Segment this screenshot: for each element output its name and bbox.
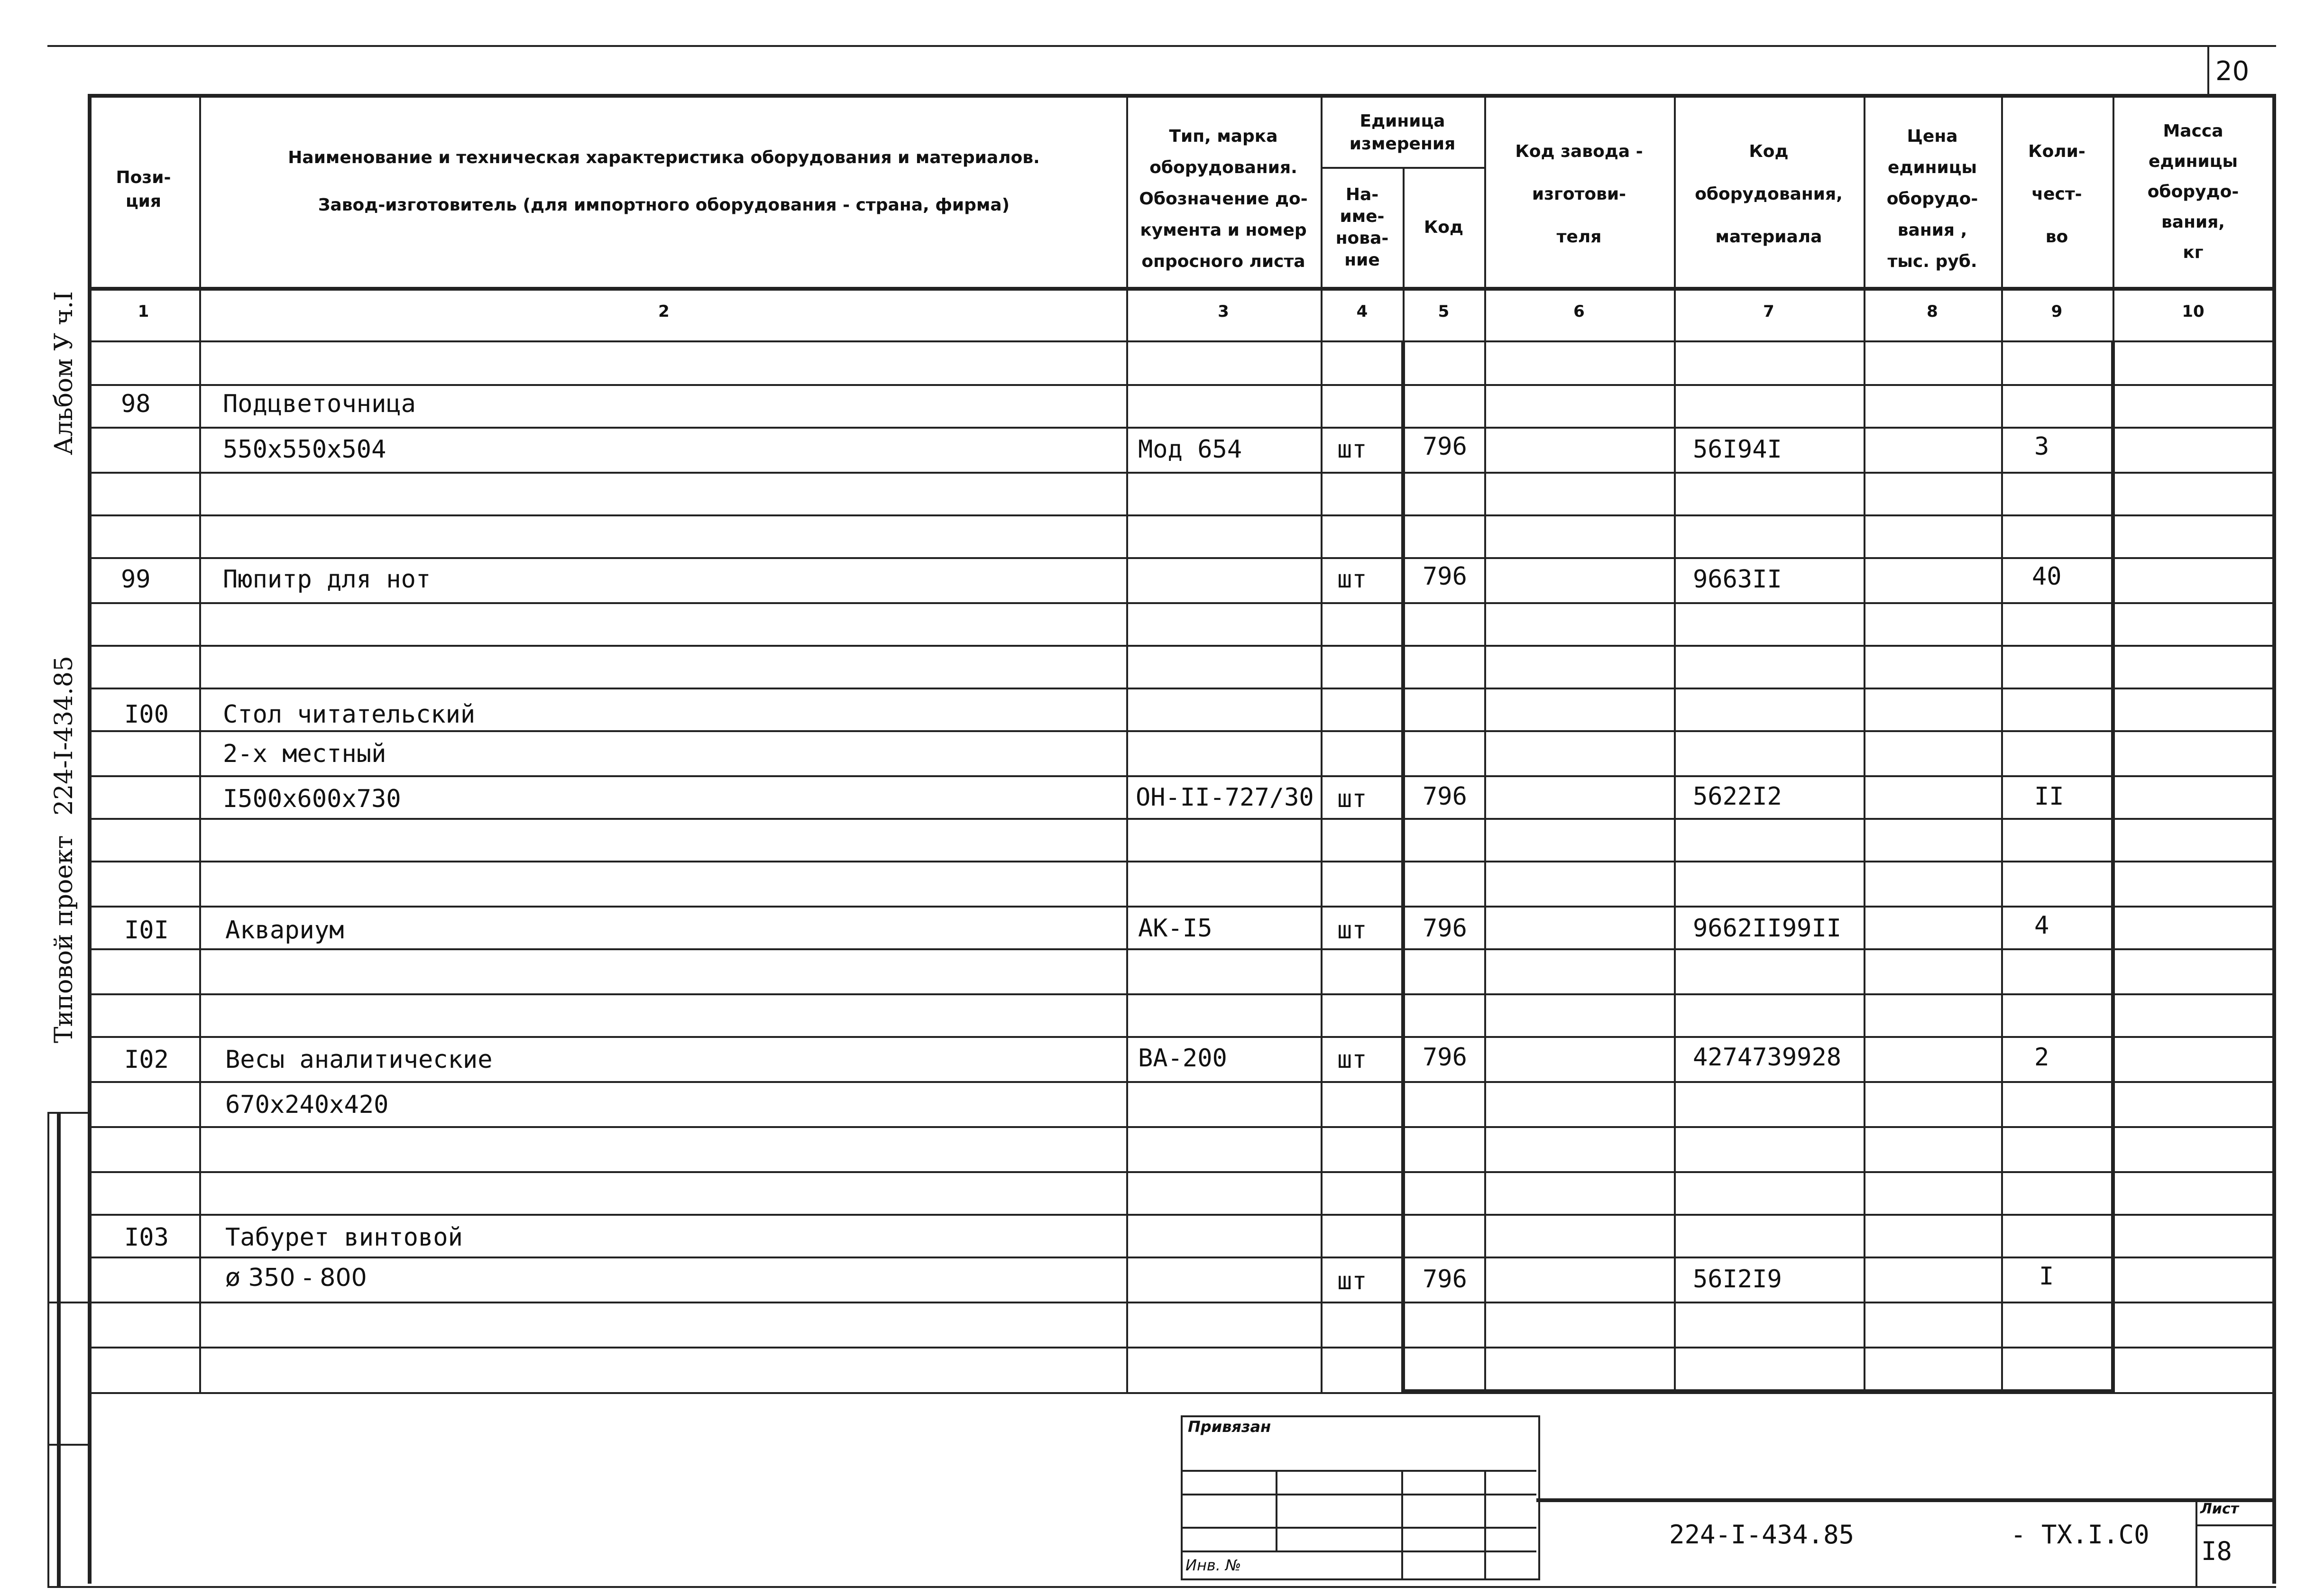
album-label: Альбом У ч.I bbox=[50, 291, 78, 455]
col-num-1: 1 bbox=[138, 302, 149, 321]
page-number: 20 bbox=[2215, 56, 2250, 87]
col-header-unit: Единица измерения bbox=[1349, 111, 1456, 154]
row-101-name: Аквариум bbox=[225, 916, 344, 945]
row-103b-unit: шт bbox=[1337, 1267, 1367, 1295]
attached-label: Привязан bbox=[1188, 1418, 1271, 1436]
row-100-pos: I00 bbox=[124, 700, 169, 729]
row-101-eq: 9662II99II bbox=[1693, 914, 1842, 943]
sheet-label: Лист bbox=[2200, 1501, 2239, 1517]
col-header-equipment-code: Код оборудования, материала bbox=[1695, 142, 1843, 247]
col-header-unit-name: На- име- нова- ние bbox=[1335, 185, 1389, 270]
row-98b-name: 550x550x504 bbox=[223, 435, 386, 464]
col-header-type: Тип, марка оборудования. Обозначение до- кумента и номер опросного листа bbox=[1139, 127, 1308, 271]
project-code-label: 224-I-434.85 bbox=[50, 656, 78, 816]
col-num-4: 4 bbox=[1356, 302, 1368, 321]
row-99-code: 796 bbox=[1423, 562, 1467, 591]
col-header-factory-code: Код завода - изготови- теля bbox=[1515, 142, 1643, 247]
row-102-code: 796 bbox=[1423, 1043, 1467, 1072]
row-98b-qty: 3 bbox=[2034, 432, 2049, 461]
row-98b-code: 796 bbox=[1423, 432, 1467, 461]
row-102-unit: шт bbox=[1337, 1046, 1367, 1074]
col-num-6: 6 bbox=[1573, 302, 1585, 321]
row-100c-unit: шт bbox=[1337, 785, 1367, 813]
doc-mark: - ТХ.I.С0 bbox=[2011, 1520, 2149, 1550]
row-103b-eq: 56I2I9 bbox=[1693, 1265, 1782, 1293]
row-102-type: ВА-200 bbox=[1138, 1044, 1227, 1073]
col-header-mass: Масса единицы оборудо- вания, кг bbox=[2147, 121, 2239, 262]
row-98b-unit: шт bbox=[1337, 435, 1367, 464]
row-103b-code: 796 bbox=[1423, 1265, 1467, 1293]
row-100-name: Стол читательский bbox=[223, 700, 476, 729]
col-num-9: 9 bbox=[2051, 302, 2063, 321]
col-header-price: Цена единицы оборудо- вания , тыс. руб. bbox=[1886, 127, 1978, 271]
row-102-qty: 2 bbox=[2034, 1043, 2049, 1072]
row-98b-type: Мод 654 bbox=[1138, 435, 1242, 464]
row-100b-name: 2-х местный bbox=[223, 740, 386, 768]
col-num-3: 3 bbox=[1218, 302, 1229, 321]
row-99-unit: шт bbox=[1337, 565, 1367, 594]
row-102-name: Весы аналитические bbox=[225, 1046, 493, 1074]
row-102-eq: 4274739928 bbox=[1693, 1043, 1842, 1072]
row-103b-name: ø 350 - 800 bbox=[225, 1264, 367, 1292]
col-header-unit-code: Код bbox=[1424, 218, 1464, 237]
doc-code: 224-I-434.85 bbox=[1669, 1520, 1855, 1550]
project-type-label: Типовой проект bbox=[50, 835, 78, 1043]
row-103-pos: I03 bbox=[124, 1223, 169, 1252]
row-98-name: Подцветочница bbox=[223, 390, 416, 418]
row-100c-code: 796 bbox=[1423, 782, 1467, 811]
row-103b-qty: I bbox=[2039, 1262, 2054, 1291]
row-103-name: Табурет винтовой bbox=[225, 1223, 463, 1252]
row-102b-name: 670x240x420 bbox=[225, 1091, 389, 1119]
col-header-name-2: Завод-изготовитель (для импортного оборудования - страна, фирма) bbox=[318, 195, 1010, 215]
row-101-type: АК-I5 bbox=[1138, 914, 1213, 943]
row-100c-eq: 5622I2 bbox=[1693, 782, 1782, 811]
sheet-number: I8 bbox=[2201, 1536, 2232, 1566]
row-99-name: Пюпитр для нот bbox=[223, 565, 431, 594]
row-100c-type: ОН-II-727/30 bbox=[1136, 783, 1314, 812]
col-num-8: 8 bbox=[1927, 302, 1938, 321]
col-num-10: 10 bbox=[2182, 302, 2205, 321]
row-99-qty: 40 bbox=[2032, 562, 2062, 591]
row-102-pos: I02 bbox=[124, 1046, 169, 1074]
row-99-pos: 99 bbox=[121, 565, 151, 594]
inv-no-label: Инв. № bbox=[1185, 1556, 1241, 1574]
col-header-position: Пози- ция bbox=[116, 168, 171, 211]
row-98-pos: 98 bbox=[121, 390, 151, 418]
col-header-name-1: Наименование и техническая характеристика оборудования и материалов. bbox=[288, 147, 1040, 167]
row-98b-eq: 56I94I bbox=[1693, 435, 1782, 464]
row-100c-qty: II bbox=[2034, 782, 2064, 811]
row-101-unit: шт bbox=[1337, 916, 1367, 945]
row-101-pos: I0I bbox=[124, 916, 169, 945]
col-header-qty: Коли- чест- во bbox=[2028, 142, 2085, 247]
row-101-qty: 4 bbox=[2034, 911, 2049, 940]
row-100c-name: I500x600x730 bbox=[223, 785, 401, 813]
col-num-7: 7 bbox=[1763, 302, 1774, 321]
col-num-5: 5 bbox=[1438, 302, 1450, 321]
row-99-eq: 9663II bbox=[1693, 565, 1782, 594]
row-101-code: 796 bbox=[1423, 914, 1467, 943]
col-num-2: 2 bbox=[658, 302, 670, 321]
